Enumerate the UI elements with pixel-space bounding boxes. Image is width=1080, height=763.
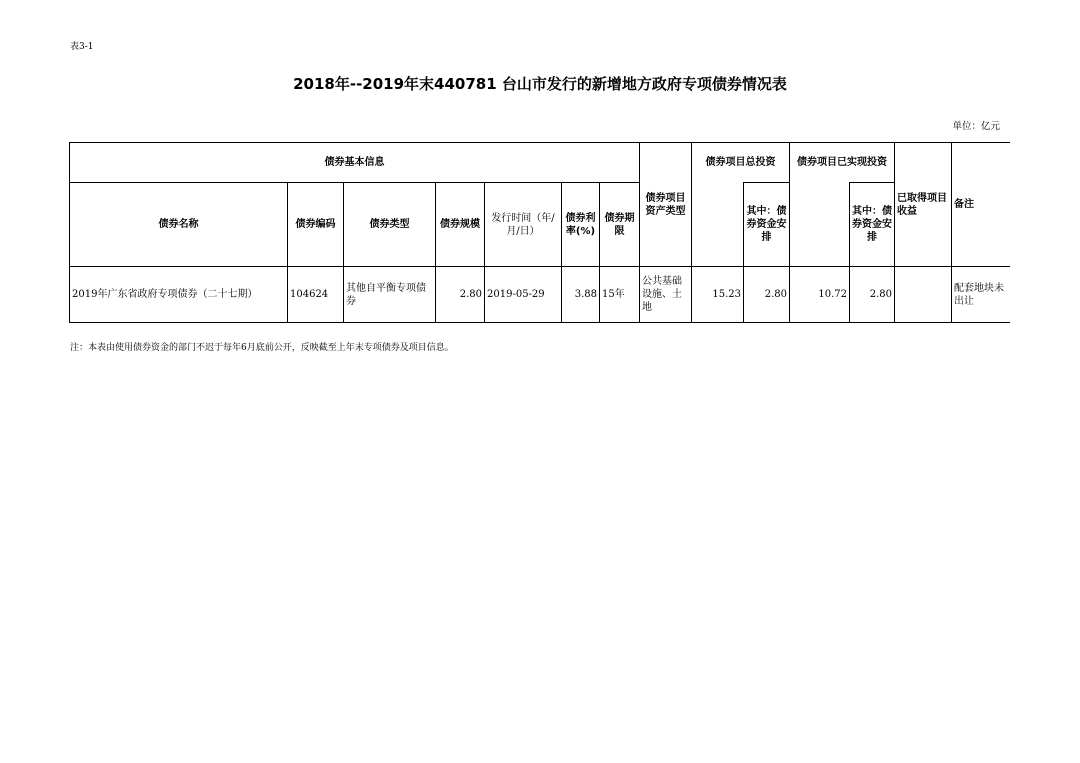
table-code: 表3-1 <box>70 42 94 52</box>
header-name: 债券名称 <box>70 183 288 267</box>
table-row <box>70 267 1010 323</box>
header-issue-date: 发行时间（年/月/日） <box>485 183 562 267</box>
cell-type: 其他自平衡专项债券 <box>344 267 436 323</box>
cell-realized-invest-bond: 2.80 <box>850 267 895 323</box>
header-realized-invest-blank <box>790 183 850 267</box>
header-total-invest: 债券项目总投资 <box>692 143 790 183</box>
cell-total-invest-bond: 2.80 <box>744 267 790 323</box>
header-type: 债券类型 <box>344 183 436 267</box>
unit-label: 单位：亿元 <box>952 121 1000 132</box>
header-realized-invest-bond: 其中：债券资金安排 <box>850 183 895 267</box>
header-row-1 <box>70 143 1010 183</box>
cell-revenue <box>895 267 952 323</box>
header-term: 债券期限 <box>600 183 640 267</box>
header-total-invest-blank <box>692 183 744 267</box>
header-asset-type: 债券项目资产类型 <box>640 143 692 267</box>
cell-issue-date: 2019-05-29 <box>485 267 562 323</box>
header-code: 债券编码 <box>288 183 344 267</box>
header-revenue: 已取得项目收益 <box>895 143 952 267</box>
header-total-invest-bond: 其中：债券资金安排 <box>744 183 790 267</box>
header-realized-invest: 债券项目已实现投资 <box>790 143 895 183</box>
cell-total-invest: 15.23 <box>692 267 744 323</box>
header-row-2 <box>70 183 1010 267</box>
header-rate: 债券利率(%) <box>562 183 600 267</box>
header-remark: 备注 <box>952 143 1010 267</box>
bond-table <box>69 142 1010 323</box>
cell-remark: 配套地块未出让 <box>952 267 1010 323</box>
header-basic-info: 债券基本信息 <box>70 143 640 183</box>
cell-scale: 2.80 <box>436 267 485 323</box>
header-scale: 债券规模 <box>436 183 485 267</box>
cell-term: 15年 <box>600 267 640 323</box>
cell-asset-type: 公共基础设施、土地 <box>640 267 692 323</box>
footnote: 注：本表由使用债券资金的部门不迟于每年6月底前公开，反映截至上年末专项债券及项目信息。 <box>70 343 454 353</box>
cell-name: 2019年广东省政府专项债券（二十七期） <box>70 267 288 323</box>
page-title: 2018年--2019年末440781 台山市发行的新增地方政府专项债券情况表 <box>293 75 787 93</box>
cell-code: 104624 <box>288 267 344 323</box>
cell-rate: 3.88 <box>562 267 600 323</box>
cell-realized-invest: 10.72 <box>790 267 850 323</box>
